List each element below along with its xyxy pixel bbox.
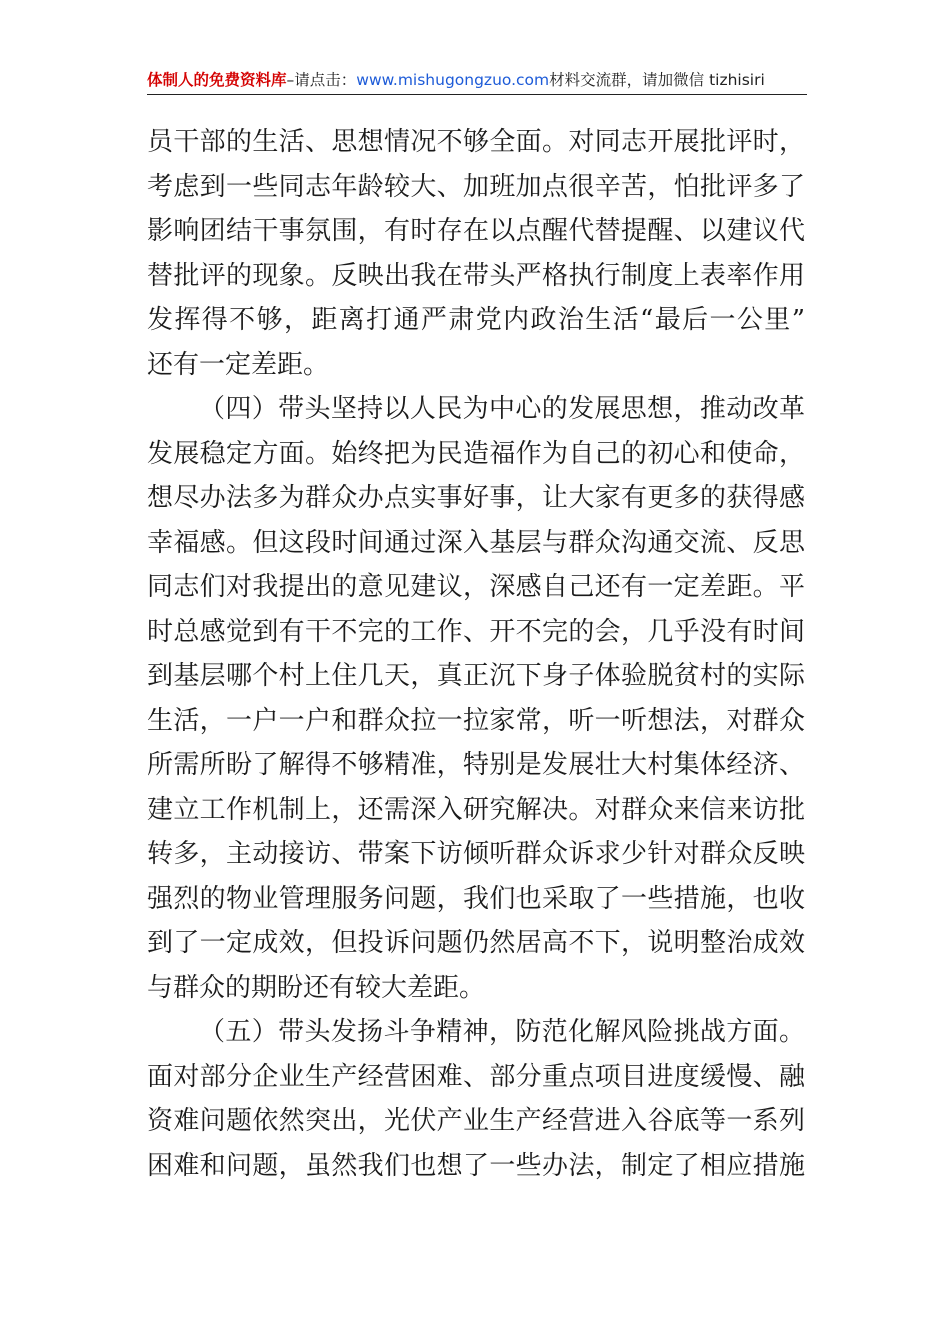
text-line: 发展稳定方面。始终把为民造福作为自己的初心和使命，: [147, 438, 805, 469]
text-line: 转多，主动接访、带案下访倾听群众诉求少针对群众反映: [147, 839, 805, 869]
header-brand: 体制人的免费资料库: [147, 71, 287, 89]
text-line: 强烈的物业管理服务问题，我们也采取了一些措施，也收: [147, 883, 805, 914]
section-heading-line: （五）带头发扬斗争精神，防范化解风险挑战方面。: [199, 1017, 805, 1047]
text-line: 到了一定成效，但投诉问题仍然居高不下，说明整治成效: [147, 928, 805, 958]
text-line: 考虑到一些同志年龄较大、加班加点很辛苦，怕批评多了: [147, 171, 805, 202]
text-line: 时总感觉到有干不完的工作、开不完的会，几乎没有时间: [147, 616, 805, 647]
page-header: [147, 66, 807, 95]
text-line: 建立工作机制上，还需深入研究解决。对群众来信来访批: [147, 794, 805, 825]
text-line: 想尽办法多为群众办点实事好事，让大家有更多的获得感: [147, 483, 805, 513]
section-heading-line: （四）带头坚持以人民为中心的发展思想，推动改革: [199, 394, 805, 424]
text-line: 所需所盼了解得不够精准，特别是发展壮大村集体经济、: [147, 750, 805, 780]
header-prefix: –请点击：: [286, 71, 357, 89]
text-line: 还有一定差距。: [147, 349, 330, 380]
text-line: 幸福感。但这段时间通过深入基层与群众沟通交流、反思: [147, 527, 805, 558]
text-line: 困难和问题，虽然我们也想了一些办法，制定了相应措施: [147, 1150, 805, 1181]
document-body: [147, 120, 805, 1188]
text-line: 员干部的生活、思想情况不够全面。对同志开展批评时，: [147, 127, 805, 157]
text-line: 面对部分企业生产经营困难、部分重点项目进度缓慢、融: [147, 1061, 805, 1092]
header-link[interactable]: www.mishugongzuo.com: [356, 71, 550, 89]
text-line: 替批评的现象。反映出我在带头严格执行制度上表率作用: [147, 260, 805, 291]
text-line: 影响团结干事氛围，有时存在以点醒代替提醒、以建议代: [147, 216, 805, 246]
text-line: 同志们对我提出的意见建议，深感自己还有一定差距。平: [147, 572, 805, 602]
text-line: 发挥得不够，距离打通严肃党内政治生活“最后一公里”: [147, 305, 805, 335]
text-line: 与群众的期盼还有较大差距。: [147, 972, 486, 1003]
text-line: 资难问题依然突出，光伏产业生产经营进入谷底等一系列: [147, 1106, 805, 1136]
text-line: 生活，一户一户和群众拉一拉家常，听一听想法，对群众: [147, 705, 805, 736]
header-suffix: 材料交流群，请加微信 tizhisiri: [549, 71, 765, 89]
text-line: 到基层哪个村上住几天，真正沉下身子体验脱贫村的实际: [147, 661, 805, 691]
